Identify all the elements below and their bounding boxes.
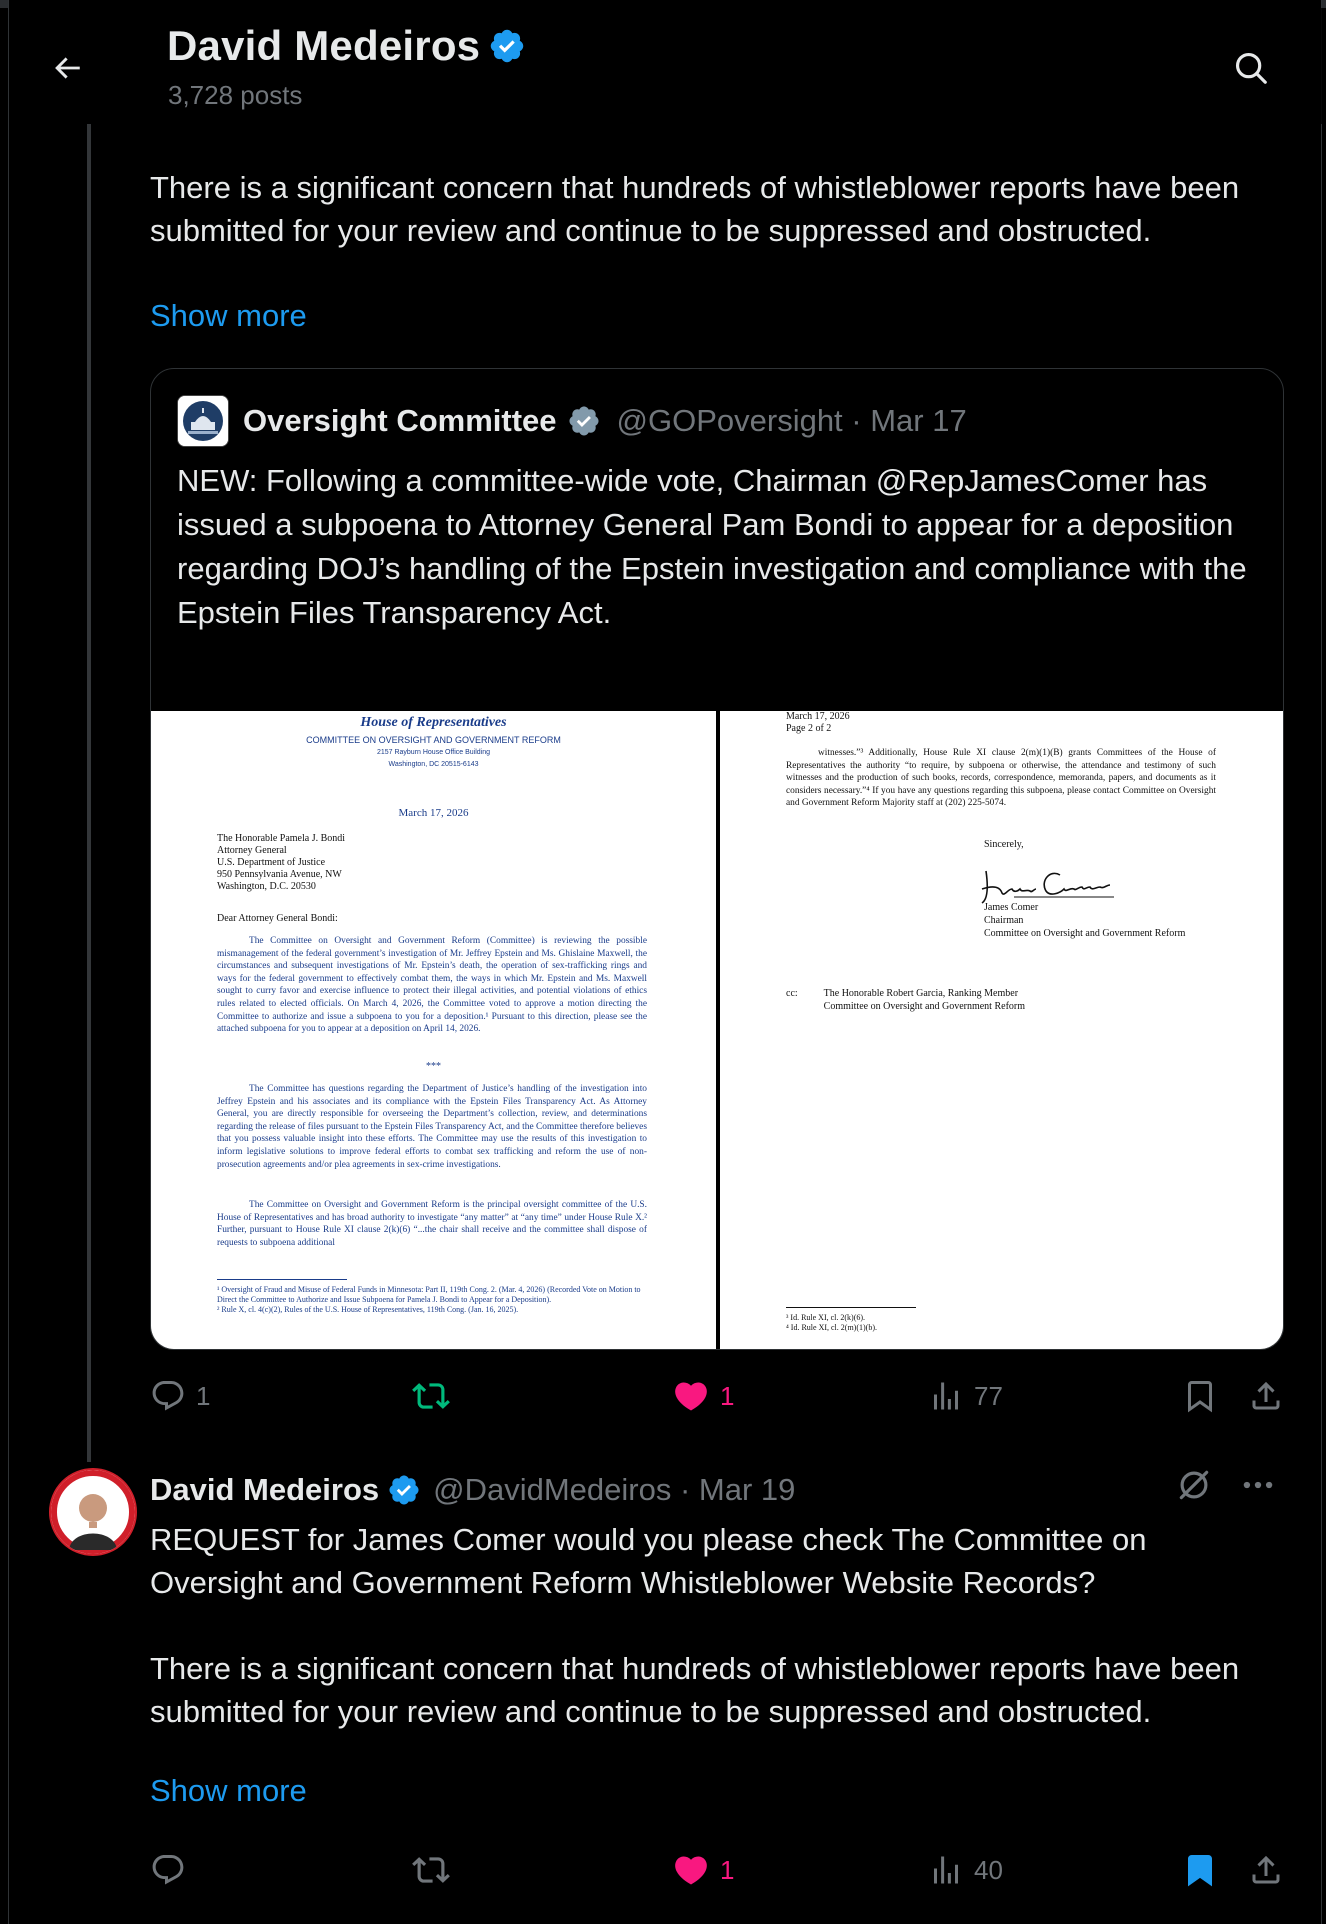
verified-badge-icon (567, 404, 601, 438)
reply-button[interactable] (150, 1372, 210, 1420)
closing: Sincerely, (984, 839, 1024, 850)
letter-paragraph-2: The Committee has questions regarding the Department of Justice’s handling of the investigation into Jeffrey Epstein and his associates and its compliance with the Epstein Files Transparency Act. As Attorney General, you are directly responsible for overseeing the Department’s collection, review, and determinations regarding the release of files pursuant to the Epstein Files Transparency Act, and the Committee therefore believes that you possess valuable insight into these efforts. The Committee may use the results of this investigation to inform legislative solutions to improve federal efforts to combat sex trafficking and reform the use of non-prosecution agreements and/or plea agreements in sex-crime investigations. (217, 1084, 647, 1170)
capitol-seal-icon (178, 396, 228, 446)
quoted-media[interactable] (151, 711, 1284, 1350)
cc-recipients: The Honorable Robert Garcia, Ranking Member Committee on Oversight and Government Reform (823, 988, 1026, 1012)
grok-icon[interactable] (1175, 1466, 1213, 1504)
share-icon (1248, 1852, 1284, 1888)
views-button[interactable] (928, 1846, 1003, 1894)
letter-footnotes: ¹ Oversight of Fraud and Misuse of Federal Funds in Minnesota: Part II, 119th Cong. 2. (Mar. 4, 2026) (Recorded Vote on Motion to Direct the Committee to Authorize and Issue Subpoena for Pamela J. Bondi to Appear for a Deposition). ² Rule X, cl. 4(c)(2), Rules of the U.S. House of Representatives, 119th Cong. (Jan. 16, 2025). (217, 1285, 641, 1314)
post-text: REQUEST for James Comer would you please check The Committee on Oversight and Government Reform Whistleblower Website Records? There is a significant concern that hundreds of whistleblower reports have been submitted for your review and continue to be suppressed and obstructed. (150, 1522, 1240, 1729)
show-more-link[interactable]: Show more (150, 298, 307, 333)
views-count: 40 (974, 1854, 1003, 1885)
like-button[interactable] (672, 1846, 734, 1894)
show-more-link[interactable]: Show more (150, 1773, 307, 1808)
letter-page-1-image[interactable] (151, 711, 716, 1350)
reply-icon (150, 1378, 186, 1414)
letterhead-title: House of Representatives (360, 715, 507, 730)
views-icon (928, 1378, 964, 1414)
search-button[interactable] (1223, 40, 1279, 96)
letterhead-committee: COMMITTEE ON OVERSIGHT AND GOVERNMENT REFORM (306, 735, 561, 745)
repost-icon (412, 1851, 450, 1889)
search-icon (1232, 49, 1270, 87)
repost-button[interactable] (412, 1372, 450, 1420)
profile-photo-icon (51, 1470, 135, 1554)
footnote-rule (786, 1307, 916, 1308)
timeline-column (8, 0, 1322, 1924)
quoted-post[interactable] (150, 368, 1284, 1350)
reply-button[interactable] (150, 1846, 196, 1894)
page-2-footnotes: ³ Id. Rule XI, cl. 2(k)(6). ⁴ Id. Rule XI, cl. 2(m)(1)(b). (786, 1313, 877, 1332)
repost-icon (412, 1377, 450, 1415)
thread-connector (87, 124, 91, 1462)
repost-button[interactable] (412, 1846, 450, 1894)
arrow-left-icon (50, 51, 84, 85)
author-name[interactable]: David Medeiros (150, 1472, 380, 1507)
quoted-post-header (177, 395, 967, 447)
more-icon[interactable] (1239, 1466, 1277, 1504)
author-avatar[interactable] (49, 1468, 137, 1556)
profile-name: David Medeiros (167, 22, 481, 69)
page-2-paragraph: witnesses.”³ Additionally, House Rule XI clause 2(m)(1)(B) grants Committees of the House of Representatives the authority “to require, by subpoena or otherwise, the attendance and testimony of such witnesses and the production of such books, records, correspondence, memoranda, papers, and documents as it considers necessary.”⁴ If you have any questions regarding this subpoena, please contact Committee on Oversight and Government Reform Majority staff at (202) 225-5074. (786, 748, 1216, 809)
quoted-post-text: NEW: Following a committee-wide vote, Chairman @RepJamesComer has issued a subpoena to Attorney General Pam Bondi to appear for a deposition regarding DOJ’s handling of the Epstein investigation and compliance with the Epstein Files Transparency Act. (177, 463, 1247, 630)
like-count: 1 (720, 1854, 735, 1885)
letter-page-2-image[interactable] (720, 711, 1284, 1350)
share-button[interactable] (1248, 1846, 1284, 1894)
letterhead-address-1: 2157 Rayburn House Office Building (376, 749, 491, 756)
bookmark-button[interactable] (1182, 1372, 1218, 1420)
post-count: 3,728 posts (168, 80, 303, 110)
reply-icon (150, 1852, 186, 1888)
views-icon (928, 1852, 964, 1888)
views-button[interactable] (928, 1372, 1003, 1420)
letterhead-address-2: Washington, DC 20515-6143 (388, 761, 479, 768)
letter-date: March 17, 2026 (398, 807, 469, 819)
signature-block: James Comer Chairman Committee on Oversight and Government Reform (984, 902, 1186, 939)
letter-addressee: The Honorable Pamela J. Bondi Attorney General U.S. Department of Justice 950 Pennsylvania Avenue, NW Washington, D.C. 20530 (217, 833, 346, 892)
verified-badge-icon (387, 1473, 421, 1507)
like-button[interactable] (672, 1372, 734, 1420)
footnote-rule (217, 1279, 347, 1280)
quoted-author-name[interactable]: Oversight Committee (243, 403, 557, 438)
letter-paragraph-3: The Committee on Oversight and Government Reform is the principal oversight committee of the U.S. House of Representatives and has broad authority to investigate “any matter” at “any time” under House Rule X.² Further, pursuant to House Rule XI clause 2(k)(6) “...the chair shall receive and the committee shall dispose of requests to subpoena additional (217, 1200, 647, 1248)
post-header-actions (1175, 1466, 1277, 1504)
back-button[interactable] (39, 40, 95, 96)
profile-header (9, 8, 1323, 124)
share-icon (1248, 1378, 1284, 1414)
verified-badge-icon (488, 27, 526, 65)
views-count: 77 (974, 1380, 1003, 1411)
author-handle-date[interactable]: @DavidMedeiros · Mar 19 (433, 1472, 796, 1507)
header-title (167, 22, 526, 70)
post-actions (150, 1846, 1290, 1894)
like-count: 1 (720, 1380, 735, 1411)
heart-icon (672, 1851, 710, 1889)
page-2-header: March 17, 2026 Page 2 of 2 (786, 711, 850, 734)
share-button[interactable] (1248, 1372, 1284, 1420)
cc-block (786, 987, 1025, 1013)
bookmark-button[interactable] (1182, 1846, 1218, 1894)
committee-avatar[interactable] (177, 395, 229, 447)
cc-label: cc: (786, 988, 798, 999)
post-text: There is a significant concern that hundreds of whistleblower reports have been submitted for your review and continue to be suppressed and obstructed. (150, 170, 1248, 248)
reply-count: 1 (196, 1380, 211, 1411)
letter-salutation: Dear Attorney General Bondi: (217, 913, 338, 924)
letter-paragraph-1: The Committee on Oversight and Government Reform (Committee) is reviewing the possible mismanagement of the federal government’s investigation of Mr. Jeffrey Epstein and Ms. Ghislaine Maxwell, the circumstances and subsequent investigations of Mr. Epstein’s death, the operation of sex-trafficking rings and ways for the federal government to effectively combat them, the ways in which Mr. Epstein and Ms. Maxwell sought to curry favor and exercise influence to protect their illegal activities, and potential violations of ethics rules related to elected officials. On March 4, 2026, the Committee voted to approve a motion directing the Committee to authorize and issue a subpoena to you for a deposition.¹ Pursuant to this direction, please see the attached subpoena for you to appear at a deposition on April 14, 2026. (217, 936, 647, 1035)
post-actions (150, 1372, 1290, 1420)
bookmark-filled-icon (1182, 1852, 1218, 1888)
quoted-handle-date: @GOPoversight · Mar 17 (616, 403, 967, 438)
letter-divider: *** (426, 1061, 441, 1072)
bookmark-icon (1182, 1378, 1218, 1414)
post-header (150, 1468, 795, 1512)
heart-icon (672, 1377, 710, 1415)
